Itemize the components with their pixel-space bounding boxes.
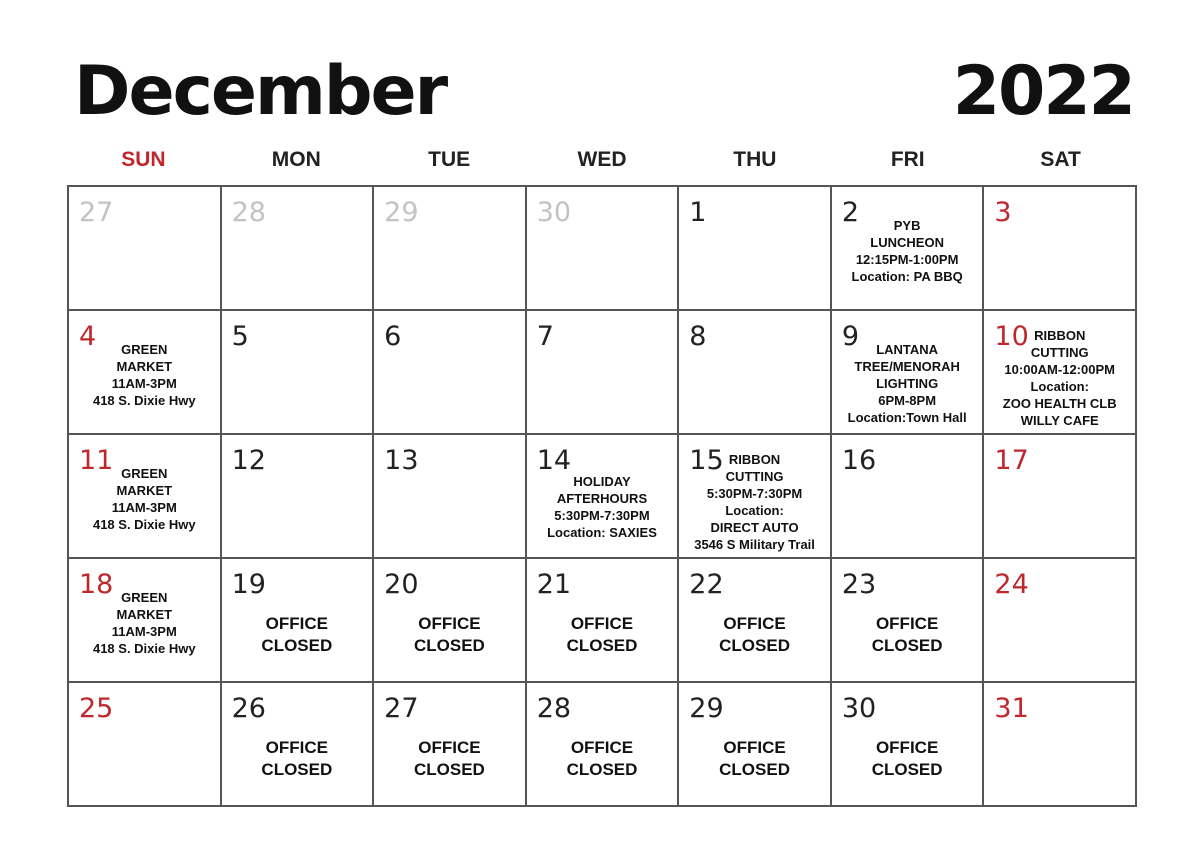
calendar-grid [67,185,1137,807]
day-number: 13 [384,445,419,476]
day-cell [832,559,985,683]
day-number: 12 [231,445,266,476]
office-closed-text: OFFICE CLOSED [719,738,790,779]
day-cell [984,559,1137,683]
day-number: 6 [384,321,402,352]
weekday-mon: MON [271,148,321,171]
day-cell [69,559,222,683]
day-number: 21 [536,569,572,600]
day-cell [984,187,1137,311]
day-cell [374,559,527,683]
day-number: 22 [689,569,724,600]
day-cell [679,559,832,683]
day-cell [984,683,1137,807]
day-number: 23 [841,569,877,600]
day-cell [527,559,680,683]
office-closed-text: OFFICE CLOSED [261,738,333,779]
day-number: 10 [994,321,1029,352]
day-number: 27 [384,693,419,724]
event-text: RIBBON CUTTING 5:30PM-7:30PM Location: DIRECT AUTO 3546 S Military Trail [694,452,815,552]
day-cell [222,559,375,683]
day-cell [527,187,680,311]
office-closed-text: OFFICE CLOSED [566,738,638,779]
day-cell [222,187,375,311]
day-number: 4 [79,321,97,352]
office-closed-text: OFFICE CLOSED [414,738,485,779]
weekday-tue: TUE [428,148,471,171]
day-cell [69,683,222,807]
weekday-fri: FRI [890,148,925,171]
event-text: GREEN MARKET 11AM-3PM 418 S. Dixie Hwy [92,342,196,408]
office-closed-text: OFFICE CLOSED [719,614,790,655]
day-cell [222,435,375,559]
event-text: GREEN MARKET 11AM-3PM 418 S. Dixie Hwy [92,466,196,532]
event-text: GREEN MARKET 11AM-3PM 418 S. Dixie Hwy [92,590,196,656]
day-number: 8 [689,321,707,352]
day-number: 18 [79,569,114,600]
day-cell [374,187,527,311]
day-number: 5 [231,321,249,352]
day-number: 30 [841,693,877,724]
event-text: LANTANA TREE/MENORAH LIGHTING 6PM-8PM Location:Town Hall [847,342,967,425]
day-number: 20 [384,569,419,600]
day-number: 15 [689,445,724,476]
day-number: 29 [689,693,724,724]
day-number: 30 [536,197,572,228]
day-number: 1 [689,197,707,228]
event-text: HOLIDAY AFTERHOURS 5:30PM-7:30PM Location: SAXIES [547,474,657,540]
day-cell [679,683,832,807]
day-number: 14 [536,445,572,476]
event-text: RIBBON CUTTING 10:00AM-12:00PM Location: ZOO HEALTH CLB WILLY CAFE [1002,328,1117,428]
day-cell [832,435,985,559]
day-cell [679,435,832,559]
day-cell [69,187,222,311]
day-cell [679,187,832,311]
day-number: 26 [231,693,266,724]
office-closed-text: OFFICE CLOSED [871,738,943,779]
day-number: 16 [841,445,877,476]
day-cell [984,311,1137,435]
day-number: 2 [841,197,860,228]
day-number: 11 [79,445,114,476]
year-title: 2022 [952,52,1134,131]
day-cell [679,311,832,435]
office-closed-text: OFFICE CLOSED [414,614,485,655]
month-title: December [74,52,447,131]
weekday-thu: THU [733,148,777,171]
day-cell [374,311,527,435]
day-number: 29 [384,197,419,228]
day-cell [222,311,375,435]
office-closed-text: OFFICE CLOSED [566,614,638,655]
day-number: 28 [231,197,266,228]
weekday-wed: WED [577,148,627,171]
day-number: 28 [536,693,572,724]
office-closed-text: OFFICE CLOSED [261,614,333,655]
day-cell [374,435,527,559]
day-cell [527,311,680,435]
day-number: 19 [231,569,266,600]
day-number: 3 [994,197,1012,228]
day-number: 31 [994,693,1029,724]
day-cell [832,187,985,311]
day-number: 17 [994,445,1029,476]
day-cell [832,311,985,435]
day-cell [984,435,1137,559]
day-number: 25 [79,693,114,724]
day-number: 9 [841,321,860,352]
weekday-header [67,148,1137,178]
day-number: 24 [994,569,1029,600]
day-cell [69,435,222,559]
weekday-sat: SAT [1040,148,1081,171]
day-cell [222,683,375,807]
day-cell [374,683,527,807]
day-cell [832,683,985,807]
event-text: PYB LUNCHEON 12:15PM-1:00PM Location: PA BBQ [851,218,963,284]
day-cell [527,683,680,807]
day-cell [527,435,680,559]
day-cell [69,311,222,435]
office-closed-text: OFFICE CLOSED [871,614,943,655]
day-number: 7 [536,321,554,352]
day-number: 27 [79,197,114,228]
weekday-sun: SUN [121,148,166,171]
